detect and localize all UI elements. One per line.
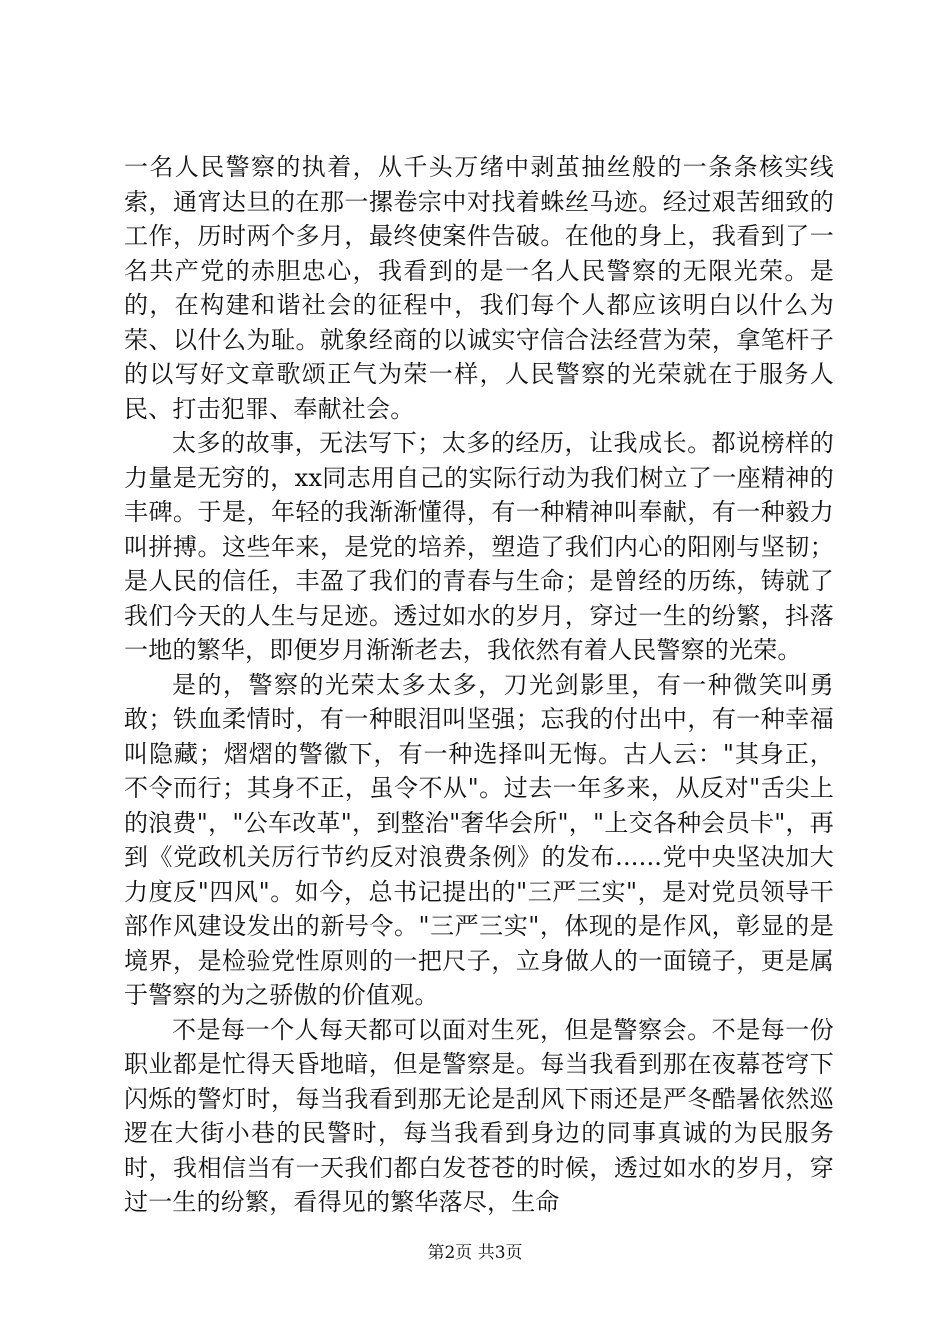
document-body <box>124 150 834 1220</box>
paragraph-1: 一名人民警察的执着，从千头万绪中剥茧抽丝般的一条条核实线索，通宵达旦的在那一摞卷宗中对找着蛛丝马迹。经过艰苦细致的工作，历时两个多月，最终使案件告破。在他的身上，我看到了一名共产党的赤胆忠心，我看到的是一名人民警察的无限光荣。是的，在构建和谐社会的征程中，我们每个人都应该明白以什么为荣、以什么为耻。就象经商的以诚实守信合法经营为荣，拿笔杆子的以写好文章歌颂正气为荣一样，人民警察的光荣就在于服务人民、打击犯罪、奉献社会。 <box>124 153 834 423</box>
paragraph-4: 不是每一个人每天都可以面对生死，但是警察会。不是每一份职业都是忙得天昏地暗，但是警察是。每当我看到那在夜幕苍穹下闪烁的警灯时，每当我看到那无论是刮风下雨还是严冬酷暑依然巡逻在大街小巷的民警时，每当我看到身边的同事真诚的为民服务时，我相信当有一天我们都白发苍苍的时候，透过如水的岁月，穿过一生的纷繁，看得见的繁华落尽，生命 <box>124 1015 834 1216</box>
page-number-footer: 第2页 共3页 <box>427 1243 523 1263</box>
paragraph-2: 太多的故事，无法写下；太多的经历，让我成长。都说榜样的力量是无穷的，xx同志用自己的实际行动为我们树立了一座精神的丰碑。于是，年轻的我渐渐懂得，有一种精神叫奉献，有一种毅力叫拼搏。这些年来，是党的培养，塑造了我们内心的阳刚与坚韧；是人民的信任，丰盈了我们的青春与生命；是曾经的历练，铸就了我们今天的人生与足迹。透过如水的岁月，穿过一生的纷繁，抖落一地的繁华，即便岁月渐渐老去，我依然有着人民警察的光荣。 <box>124 429 834 664</box>
paragraph-3: 是的，警察的光荣太多太多，刀光剑影里，有一种微笑叫勇敢；铁血柔情时，有一种眼泪叫坚强；忘我的付出中，有一种幸福叫隐藏；熠熠的警徽下，有一种选择叫无悔。古人云："其身正，不令而行；其身不正，虽令不从"。过去一年多来，从反对"舌尖上的浪费"，"公车改革"，到整治"奢华会所"，"上交各种会员卡"，再到《党政机关厉行节约反对浪费条例》的发布......党中央坚决加大力度反"四风"。如今，总书记提出的"三严三实"，是对党员领导干部作风建设发出的新号令。"三严三实"，体现的是作风，彰显的是境界，是检验党性原则的一把尺子，立身做人的一面镜子，更是属于警察的为之骄傲的价值观。 <box>124 670 834 1009</box>
